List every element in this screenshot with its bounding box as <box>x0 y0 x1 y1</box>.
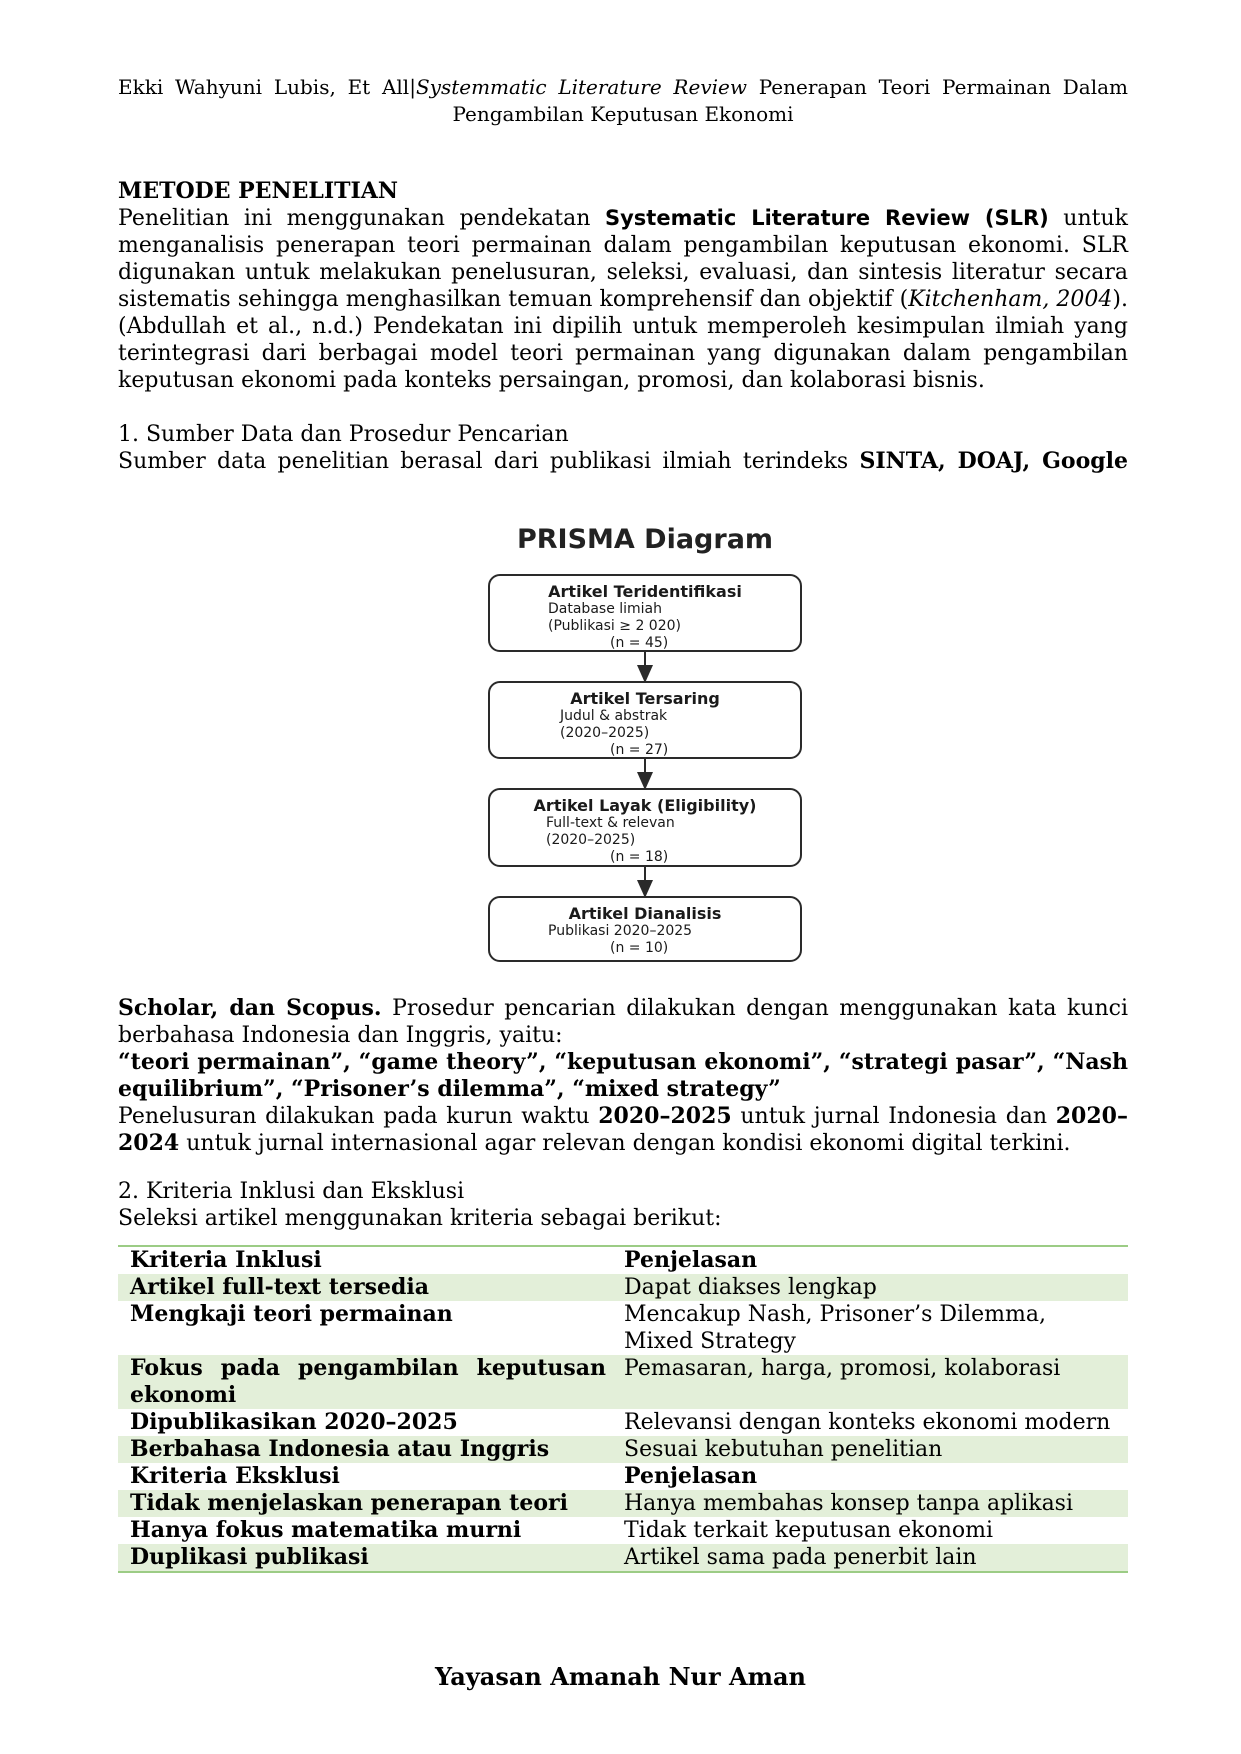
period-text-2: untuk jurnal Indonesia dan <box>731 1104 1056 1129</box>
table-row <box>118 1463 1128 1490</box>
table-row <box>118 1544 1128 1572</box>
prisma-box-identified <box>488 574 802 652</box>
table-cell-explanation: Tidak terkait keputusan ekonomi <box>624 1518 994 1543</box>
search-procedure-text: Prosedur pencarian dilakukan dengan menggunakan kata kunci berbahasa Indonesia dan Inggris, yaitu: <box>118 996 1128 1048</box>
intro-paragraph <box>118 205 1128 394</box>
intro-text-3: ).(Abdullah et al., n.d.) Pendekatan ini dipilih untuk memperoleh kesimpulan ilmiah yang terintegrasi dari berbagai model teori permainan yang digunakan dalam pengambilan keputusan ekonomi pada konteks persaingan, promosi, dan kolaborasi bisnis. <box>118 287 1128 393</box>
prisma-box-line: Database limiah <box>548 601 663 617</box>
table-row <box>118 1436 1128 1463</box>
intro-text-2: untuk menganalisis penerapan teori permainan dalam pengambilan keputusan ekonomi. SLR digunakan untuk melakukan penelusuran, seleksi, evaluasi, dan sintesis literatur secara sistematis sehingga menghasilkan temuan komprehensif dan objektif ( <box>118 206 1128 312</box>
sources-bold: SINTA, DOAJ, Google <box>859 448 1128 474</box>
table-row <box>118 1490 1128 1517</box>
table-cell-criteria: Mengkaji teori permainan <box>130 1301 453 1327</box>
table-row <box>118 1355 1128 1409</box>
table-cell-criteria: Hanya fokus matematika murni <box>130 1517 522 1543</box>
table-row <box>118 1246 1128 1274</box>
search-period-paragraph <box>118 1103 1128 1157</box>
prisma-box-line: Judul & abstrak <box>560 708 668 724</box>
publisher-footer: Yayasan Amanah Nur Aman <box>435 1662 806 1691</box>
table-cell-criteria: Tidak menjelaskan penerapan teori <box>118 1490 616 1517</box>
prisma-diagram <box>374 500 916 970</box>
subsection-2-title: 2. Kriteria Inklusi dan Eksklusi <box>118 1179 465 1204</box>
table-cell-criteria: Berbahasa Indonesia atau Inggris <box>118 1436 616 1463</box>
period-bold-2: 2020–2024 <box>118 1103 1128 1156</box>
table-cell-explanation: Penjelasan <box>624 1247 758 1273</box>
prisma-box-screened <box>488 681 802 759</box>
prisma-box-count: (n = 45) <box>610 635 669 651</box>
table-row <box>118 1301 1128 1355</box>
intro-text-1: Penelitian ini menggunakan pendekatan <box>118 206 605 231</box>
prisma-box-eligible <box>488 788 802 867</box>
header-author: Ekki Wahyuni Lubis, Et All| <box>118 75 416 99</box>
prisma-box-count: (n = 10) <box>610 940 669 956</box>
period-text-1: Penelusuran dilakukan pada kurun waktu <box>118 1104 599 1129</box>
prisma-box-title: Artikel Dianalisis <box>568 904 722 923</box>
prisma-box-line: (2020–2025) <box>560 725 650 741</box>
header-italic-title: Systemmatic Literature Review <box>415 75 747 99</box>
period-text-3: untuk jurnal internasional agar relevan dengan kondisi ekonomi digital terkini. <box>179 1131 1071 1156</box>
table-cell-criteria: Duplikasi publikasi <box>118 1544 616 1572</box>
prisma-box-count: (n = 18) <box>610 849 669 865</box>
keywords-list: “teori permainan”, “game theory”, “keputusan ekonomi”, “strategi pasar”, “Nash equilibrium”, “Prisoner’s dilemma”, “mixed strategy” <box>118 1049 1128 1102</box>
table-cell-explanation: Relevansi dengan konteks ekonomi modern <box>624 1410 1111 1435</box>
table-cell-explanation: Artikel sama pada penerbit lain <box>616 1544 1128 1572</box>
prisma-box-line: Publikasi 2020–2025 <box>548 923 693 939</box>
table-cell-criteria: Kriteria Eksklusi <box>130 1463 340 1489</box>
prisma-box-title: Artikel Teridentifikasi <box>548 582 742 601</box>
prisma-box-title: Artikel Layak (Eligibility) <box>533 796 757 815</box>
prisma-box-line: (Publikasi ≥ 2 020) <box>548 618 681 634</box>
table-cell-explanation: Penjelasan <box>624 1463 758 1489</box>
section-title: METODE PENELITIAN <box>118 178 398 204</box>
subsection-1-first-line <box>118 448 1128 475</box>
table-cell-explanation: Pemasaran, harga, promosi, kolaborasi <box>616 1355 1128 1409</box>
prisma-box-line: Full-text & relevan <box>546 815 675 831</box>
prisma-title: PRISMA Diagram <box>516 524 774 555</box>
header-line-1 <box>118 74 1128 101</box>
table-cell-criteria: Fokus pada pengambilan keputusan ekonomi <box>118 1355 616 1409</box>
table-cell-explanation: Mencakup Nash, Prisoner’s Dilemma, Mixed Strategy <box>624 1302 1046 1354</box>
subsection-1-title: 1. Sumber Data dan Prosedur Pencarian <box>118 422 569 447</box>
header-title-rest: Penerapan Teori Permainan Dalam <box>746 75 1128 99</box>
subsection-2-intro: Seleksi artikel menggunakan kriteria sebagai berikut: <box>118 1206 722 1231</box>
period-bold-1: 2020–2025 <box>598 1103 732 1129</box>
subsection-1-continuation <box>118 995 1128 1049</box>
intro-bold-slr: Systematic Literature Review (SLR) <box>604 206 1049 230</box>
table-cell-criteria: Artikel full-text tersedia <box>118 1274 616 1301</box>
prisma-box-title: Artikel Tersaring <box>570 689 720 708</box>
prisma-box-line: (2020–2025) <box>546 832 636 848</box>
table-row <box>118 1409 1128 1436</box>
table-cell-explanation: Sesuai kebutuhan penelitian <box>616 1436 1128 1463</box>
table-row <box>118 1517 1128 1544</box>
criteria-table <box>118 1245 1128 1573</box>
intro-citation-italic: Kitchenham, 2004 <box>908 287 1113 312</box>
header-line-2: Pengambilan Keputusan Ekonomi <box>452 102 794 126</box>
prisma-box-analyzed <box>488 896 802 962</box>
table-cell-explanation: Dapat diakses lengkap <box>616 1274 1128 1301</box>
sources-text: Sumber data penelitian berasal dari publikasi ilmiah terindeks <box>118 449 860 474</box>
sources-line <box>118 448 1128 475</box>
table-cell-explanation: Hanya membahas konsep tanpa aplikasi <box>616 1490 1128 1517</box>
table-row <box>118 1274 1128 1301</box>
running-header <box>118 74 1128 128</box>
sources-bold-continued: Scholar, dan Scopus. <box>118 995 382 1021</box>
table-cell-criteria: Kriteria Inklusi <box>130 1247 322 1273</box>
prisma-box-count: (n = 27) <box>610 742 669 758</box>
table-cell-criteria: Dipublikasikan 2020–2025 <box>130 1409 458 1435</box>
